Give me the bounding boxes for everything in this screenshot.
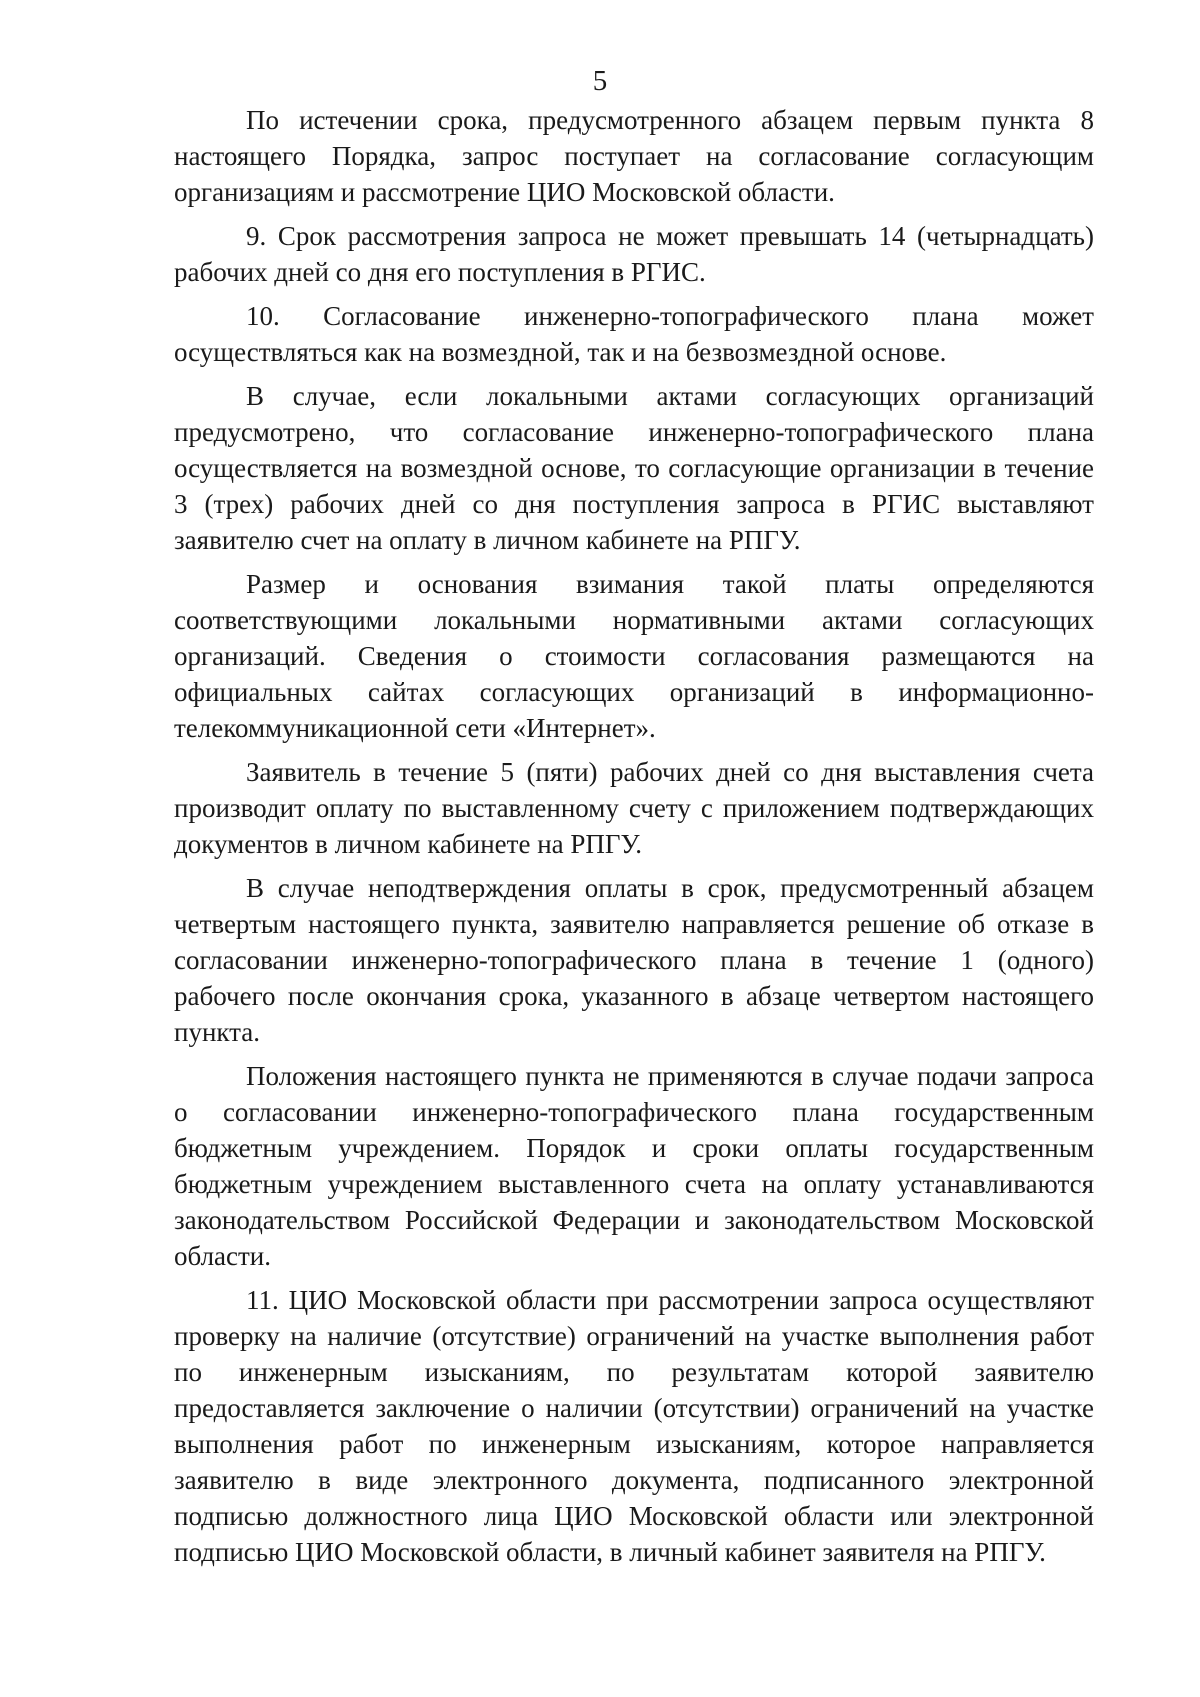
- paragraph-fee-amount: Размер и основания взимания такой платы определяются соответствующими локальными нормативными актами согласующих организаций. Сведения о стоимости согласования размещаются на официальных сайтах согласующих организаций в информационно-телекоммуникационной сети «Интернет».: [174, 569, 1094, 743]
- paragraph-paid-basis: В случае, если локальными актами согласующих организаций предусмотрено, что согласование инженерно-топографического плана осуществляется на возмездной основе, то согласующие организации в течение 3 (трех) рабочих дней со дня поступления запроса в РГИС выставляют заявителю счет на оплату в личном кабинете на РПГУ.: [174, 381, 1094, 555]
- page-number: 5: [592, 65, 608, 97]
- paragraph-non-confirmation: В случае неподтверждения оплаты в срок, предусмотренный абзацем четвертым настоящего пункта, заявителю направляется решение об отказе в согласовании инженерно-топографического плана в течение 1 (одного) рабочего после окончания срока, указанного в абзаце четвертом настоящего пункта.: [174, 873, 1094, 1047]
- document-body: [174, 102, 1094, 1578]
- paragraph-item-9: 9. Срок рассмотрения запроса не может превышать 14 (четырнадцать) рабочих дней со дня его поступления в РГИС.: [174, 221, 1094, 287]
- paragraph-item-11: 11. ЦИО Московской области при рассмотрении запроса осуществляют проверку на наличие (отсутствие) ограничений на участке выполнения работ по инженерным изысканиям, по результатам которой заявителю предоставляется заключение о наличии (отсутствии) ограничений на участке выполнения работ по инженерным изысканиям, которое направляется заявителю в виде электронного документа, подписанного электронной подписью должностного лица ЦИО Московской области или электронной подписью ЦИО Московской области, в личный кабинет заявителя на РПГУ.: [174, 1285, 1094, 1567]
- paragraph-deadline-expiry: По истечении срока, предусмотренного абзацем первым пункта 8 настоящего Порядка, запрос поступает на согласование согласующим организациям и рассмотрение ЦИО Московской области.: [174, 105, 1094, 207]
- paragraph-item-10: 10. Согласование инженерно-топографического плана может осуществляться как на возмездной, так и на безвозмездной основе.: [174, 301, 1094, 367]
- paragraph-payment: Заявитель в течение 5 (пяти) рабочих дней со дня выставления счета производит оплату по выставленному счету с приложением подтверждающих документов в личном кабинете на РПГУ.: [174, 757, 1094, 859]
- paragraph-exemption: Положения настоящего пункта не применяются в случае подачи запроса о согласовании инженерно-топографического плана государственным бюджетным учреждением. Порядок и сроки оплаты государственным бюджетным учреждением выставленного счета на оплату устанавливаются законодательством Российской Федерации и законодательством Московской области.: [174, 1061, 1094, 1271]
